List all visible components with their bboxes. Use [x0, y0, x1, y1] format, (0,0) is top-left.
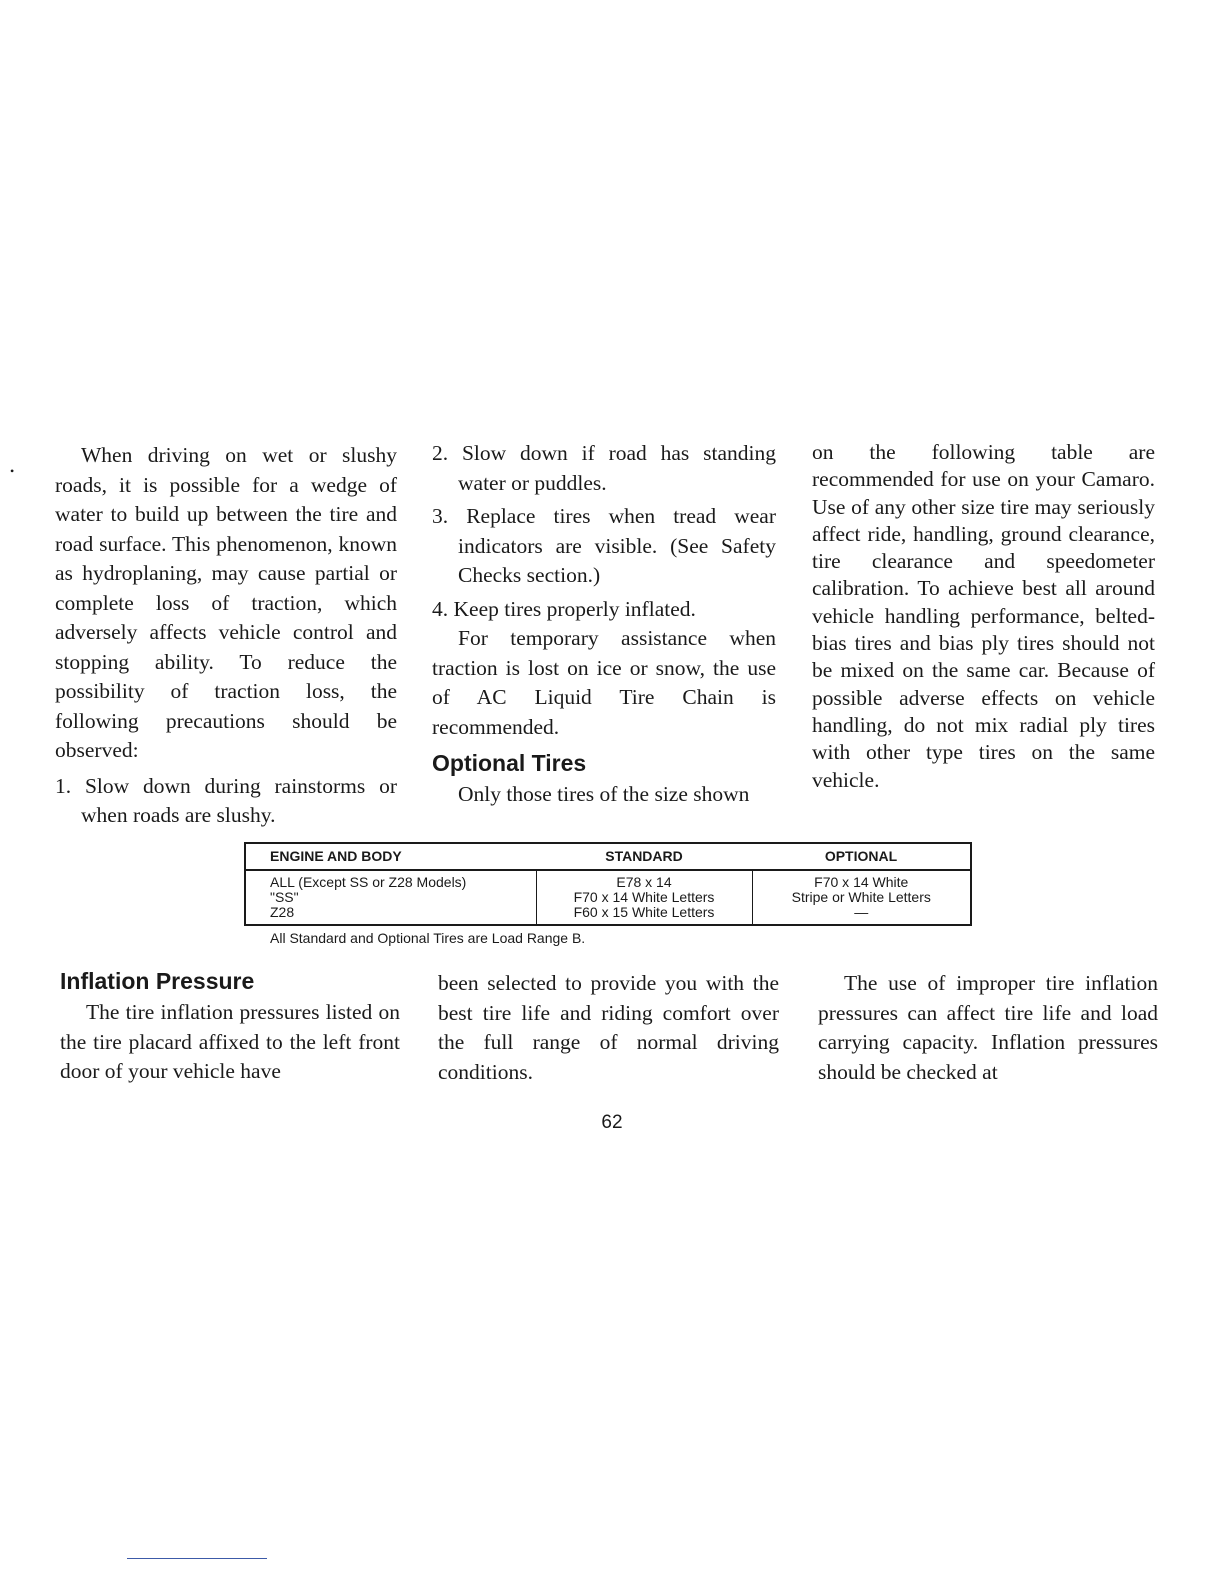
optional-tires-heading: Optional Tires: [432, 750, 587, 776]
engine-z28: Z28: [270, 904, 295, 920]
page-number: 62: [601, 1112, 623, 1133]
header-standard: STANDARD: [536, 843, 752, 870]
tire-size-table: [244, 842, 972, 926]
bottom-column-2: [438, 969, 779, 1087]
precaution-item-3: 3. Replace tires when tread wear indicators are visible. (See Safety Checks section.): [432, 504, 776, 587]
standard-z28: F60 x 15 White Letters: [573, 904, 715, 920]
precaution-item-4: 4. Keep tires properly inflated.: [432, 596, 696, 621]
precaution-item-2: 2. Slow down if road has standing water or puddles.: [432, 441, 776, 495]
engine-body-cell: [245, 870, 536, 925]
margin-bullet: •: [10, 464, 15, 478]
inflation-pressure-heading: Inflation Pressure: [60, 968, 255, 994]
hydroplaning-paragraph: When driving on wet or slushy roads, it is possible for a wedge of water to build up between the tire and road surface. This phenomenon, known as hydroplaning, may cause partial or complete loss of traction, which adversely affects vehicle control and stopping ability. To reduce the possibility of traction loss, the following precautions should be observed:: [55, 443, 397, 762]
bottom-column-3: [818, 969, 1158, 1087]
optional-cell: [752, 870, 971, 925]
optional-tires-paragraph: Only those tires of the size shown: [458, 782, 750, 806]
column-1: [55, 441, 397, 831]
standard-all: E78 x 14: [616, 874, 672, 890]
precaution-item-1: 1. Slow down during rainstorms or when roads are slushy.: [55, 773, 397, 827]
optional-line-1: F70 x 14 White: [814, 874, 909, 890]
header-optional: OPTIONAL: [752, 843, 971, 870]
bottom-column-1: [60, 966, 400, 1087]
standard-cell: [536, 870, 752, 925]
table-header-row: [245, 843, 971, 870]
engine-all: ALL (Except SS or Z28 Models): [270, 874, 467, 890]
optional-line-3: —: [854, 904, 869, 920]
optional-line-2: Stripe or White Letters: [791, 889, 931, 905]
column-2: [432, 439, 776, 810]
header-engine-body: ENGINE AND BODY: [245, 843, 536, 870]
inflation-paragraph-3: The use of improper tire inflation pressures can affect tire life and load carrying capacity. Inflation pressures should be checked at: [818, 971, 1158, 1084]
engine-ss: "SS": [270, 889, 299, 905]
column-3: [812, 439, 1155, 794]
inflation-paragraph-1: The tire inflation pressures listed on the tire placard affixed to the left front door of your vehicle have: [60, 1000, 400, 1083]
table-footnote: All Standard and Optional Tires are Load Range B.: [270, 930, 586, 946]
tire-chain-paragraph: For temporary assistance when traction is lost on ice or snow, the use of AC Liquid Tire Chain is recommended.: [432, 626, 776, 739]
footnote-rule: [127, 1558, 267, 1559]
optional-tires-continued: on the following table are recommended for use on your Camaro. Use of any other size tire may seriously affect ride, handling, ground clearance, tire clearance and speedometer calibration. To achieve best all around vehicle handling performance, belted-bias tires and bias ply tires should not be mixed on the same car. Because of possible adverse effects on vehicle handling, do not mix radial ply tires with other type tires on the same vehicle.: [812, 440, 1155, 792]
table-row: [245, 870, 971, 925]
standard-ss: F70 x 14 White Letters: [573, 889, 715, 905]
inflation-paragraph-2: been selected to provide you with the best tire life and riding comfort over the full range of normal driving conditions.: [438, 971, 779, 1084]
